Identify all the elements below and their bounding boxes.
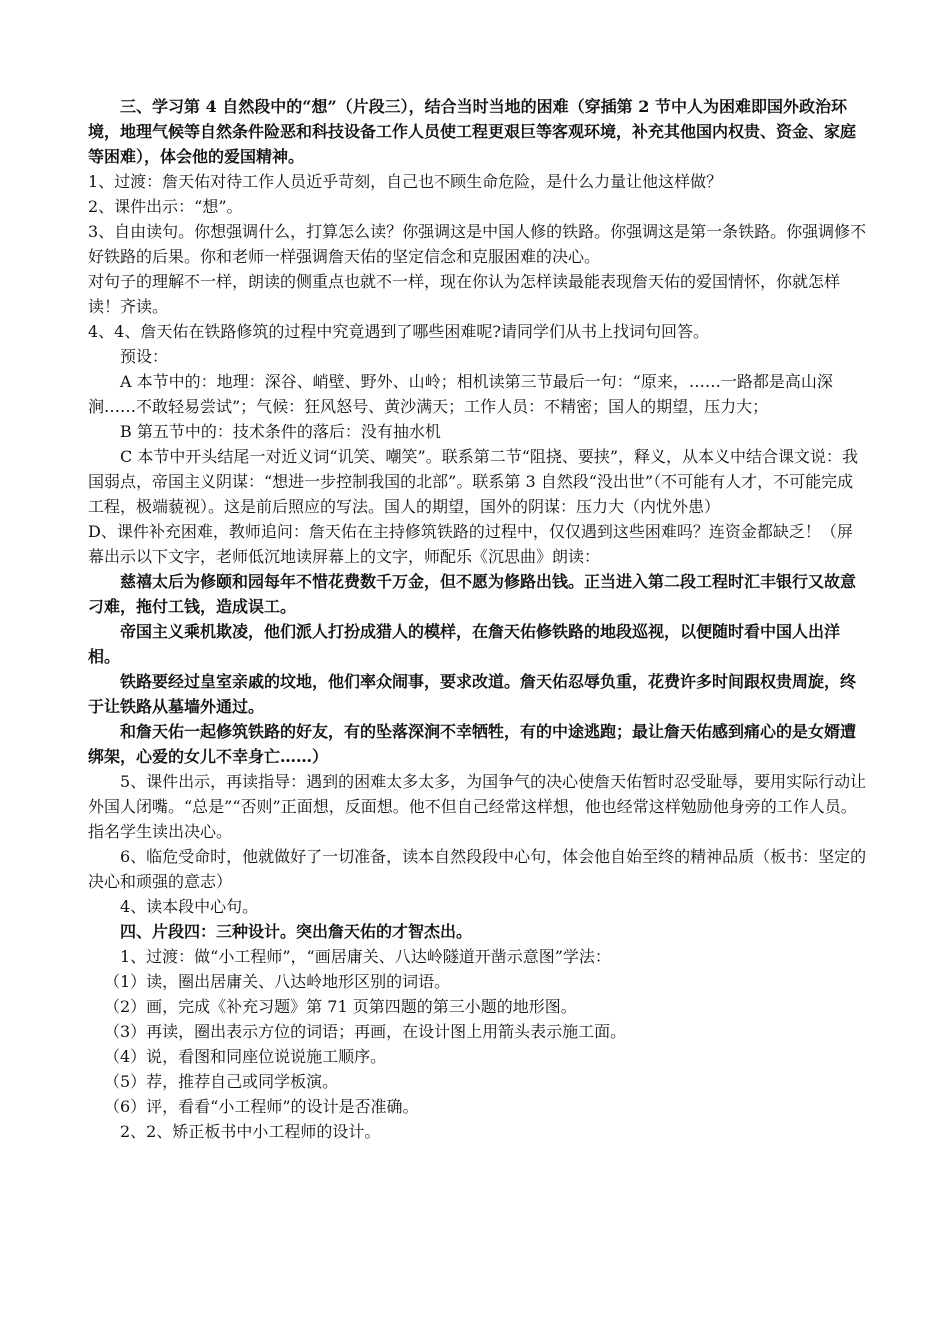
- paragraph-24: （4）说，看图和同座位说说施工顺序。: [104, 1047, 387, 1066]
- paragraph-11: D、课件补充困难，教师追问：詹天佑在主持修筑铁路的过程中，仅仅遇到这些困难吗？连资金都缺乏！（屏幕出示以下文字，老师低沉地读屏幕上的文字，师配乐《沉思曲》朗读：: [88, 522, 853, 566]
- paragraph-8: A 本节中的：地理：深谷、峭壁、野外、山岭；相机读第三节最后一句：“原来，……一路都是高山深涧……不敢轻易尝试”；气候：狂风怒号、黄沙满天；工作人员：不精密；国人的期望，压力大；: [88, 372, 833, 416]
- paragraph-19: 四、片段四：三种设计。突出詹天佑的才智杰出。: [120, 922, 473, 941]
- paragraph-25: （5）荐，推荐自己或同学板演。: [104, 1072, 339, 1091]
- paragraph-18: 4、读本段中心句。: [120, 897, 259, 916]
- paragraph-15: 和詹天佑一起修筑铁路的好友，有的坠落深涧不幸牺牲，有的中途逃跑；最让詹天佑感到痛心的是女婿遭绑架，心爱的女儿不幸身亡……）: [88, 722, 857, 766]
- paragraph-3: 2、课件出示：“想”。: [88, 197, 243, 216]
- paragraph-27: 2、2、矫正板书中小工程师的设计。: [120, 1122, 381, 1141]
- paragraph-14: 铁路要经过皇室亲戚的坟地，他们率众闹事，要求改道。詹天佑忍辱负重，花费许多时间跟权贵周旋，终于让铁路从墓墙外通过。: [88, 672, 857, 716]
- paragraph-10: C 本节中开头结尾一对近义词“讥笑、嘲笑”。联系第二节“阻挠、要挟”，释义，从本义中结合课文说：我国弱点，帝国主义阴谋：“想进一步控制我国的北部”。联系第 3 自然段“没出世”（不可能有人才，不可能完成工程，极端藐视）。这是前后照应的写法。国人的期望，国外的阴谋：压力大（内忧外患）: [88, 447, 859, 516]
- paragraph-12: 慈禧太后为修颐和园每年不惜花费数千万金，但不愿为修路出钱。正当进入第二段工程时汇丰银行又故意刁难，拖付工钱，造成误工。: [88, 572, 857, 616]
- paragraph-1: 三、学习第 4 自然段中的“想”（片段三），结合当时当地的困难（穿插第 2 节中人为困难即国外政治环境，地理气候等自然条件险恶和科技设备工作人员使工程更艰巨等客观环境，补充其他国内权贵、资金、家庭等困难），体会他的爱国精神。: [88, 97, 857, 166]
- paragraph-17: 6、临危受命时，他就做好了一切准备，读本自然段段中心句，体会他自始至终的精神品质（板书：坚定的决心和顽强的意志）: [88, 847, 867, 891]
- paragraph-2: 1、过渡：詹天佑对待工作人员近乎苛刻，自己也不顾生命危险，是什么力量让他这样做？: [88, 172, 723, 191]
- paragraph-20: 1、过渡：做“小工程师”，“画居庸关、八达岭隧道开凿示意图”学法：: [120, 947, 611, 966]
- paragraph-5: 对句子的理解不一样，朗读的侧重点也就不一样，现在你认为怎样读最能表现詹天佑的爱国情怀，你就怎样读！齐读。: [88, 272, 841, 316]
- paragraph-6: 4、4、詹天佑在铁路修筑的过程中究竟遇到了哪些困难呢?请同学们从书上找词句回答。: [88, 322, 709, 341]
- paragraph-9: B 第五节中的：技术条件的落后：没有抽水机: [120, 422, 441, 441]
- paragraph-4: 3、自由读句。你想强调什么，打算怎么读？你强调这是中国人修的铁路。你强调这是第一条铁路。你强调修不好铁路的后果。你和老师一样强调詹天佑的坚定信念和克服困难的决心。: [88, 222, 867, 266]
- paragraph-16: 5、课件出示，再读指导：遇到的困难太多太多，为国争气的决心使詹天佑暂时忍受耻辱，要用实际行动让外国人闭嘴。“总是”“否则”正面想，反面想。他不但自己经常这样想，他也经常这样勉励他身旁的工作人员。指名学生读出决心。: [88, 772, 867, 841]
- paragraph-23: （3）再读，圈出表示方位的词语；再画，在设计图上用箭头表示施工面。: [104, 1022, 627, 1041]
- paragraph-26: （6）评，看看“小工程师”的设计是否准确。: [104, 1097, 419, 1116]
- paragraph-22: （2）画，完成《补充习题》第 71 页第四题的第三小题的地形图。: [104, 997, 577, 1016]
- paragraph-13: 帝国主义乘机欺凌，他们派人打扮成猎人的模样，在詹天佑修铁路的地段巡视，以便随时看中国人出洋相。: [88, 622, 841, 666]
- paragraph-7: 预设：: [120, 347, 169, 366]
- paragraph-21: （1）读，圈出居庸关、八达岭地形区别的词语。: [104, 972, 451, 991]
